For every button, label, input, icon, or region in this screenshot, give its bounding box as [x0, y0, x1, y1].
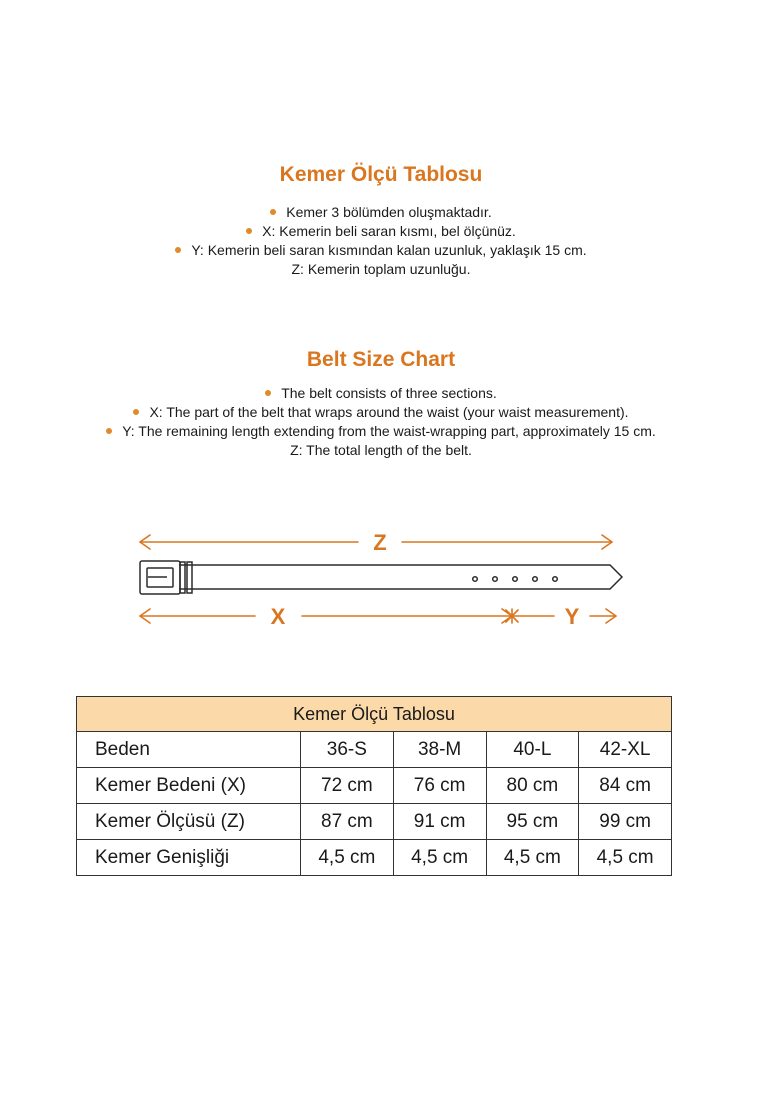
y-label: Y: [564, 604, 580, 629]
turkish-description: [0, 203, 762, 279]
bullet-icon: [175, 247, 181, 253]
table-cell: 80 cm: [486, 768, 579, 804]
table-row: [77, 732, 672, 768]
size-table: [76, 696, 672, 876]
row-label: Kemer Bedeni (X): [77, 768, 301, 804]
table-row: [77, 840, 672, 876]
english-line: The belt consists of three sections.: [0, 384, 762, 403]
table-cell: 4,5 cm: [301, 840, 394, 876]
table-cell: 38-M: [393, 732, 486, 768]
table-cell: 87 cm: [301, 804, 394, 840]
table-cell: 72 cm: [301, 768, 394, 804]
turkish-line: Kemer 3 bölümden oluşmaktadır.: [0, 203, 762, 222]
bullet-icon: [270, 209, 276, 215]
bullet-icon: [133, 409, 139, 415]
belt-diagram: [130, 522, 630, 634]
row-label: Beden: [77, 732, 301, 768]
table-cell: 95 cm: [486, 804, 579, 840]
x-label: X: [270, 604, 286, 629]
english-line: Y: The remaining length extending from the waist-wrapping part, approximately 15 cm.: [0, 422, 762, 441]
table-cell: 42-XL: [579, 732, 672, 768]
xy-arrows: [140, 609, 616, 623]
turkish-line: X: Kemerin beli saran kısmı, bel ölçünüz.: [0, 222, 762, 241]
table-cell: 4,5 cm: [486, 840, 579, 876]
table-cell: 4,5 cm: [579, 840, 672, 876]
row-label: Kemer Genişliği: [77, 840, 301, 876]
table-header-row: [77, 697, 672, 732]
table-cell: 91 cm: [393, 804, 486, 840]
bullet-icon: [106, 428, 112, 434]
table-header: Kemer Ölçü Tablosu: [77, 697, 672, 732]
z-label: Z: [373, 530, 387, 555]
table-cell: 84 cm: [579, 768, 672, 804]
turkish-title: Kemer Ölçü Tablosu: [279, 163, 483, 186]
table-row: [77, 768, 672, 804]
table-cell: 99 cm: [579, 804, 672, 840]
english-title: Belt Size Chart: [306, 348, 456, 371]
belt-icon: [140, 561, 622, 594]
bullet-icon: [265, 390, 271, 396]
table-cell: 40-L: [486, 732, 579, 768]
english-line: X: The part of the belt that wraps around the waist (your waist measurement).: [0, 403, 762, 422]
table-cell: 76 cm: [393, 768, 486, 804]
table-cell: 4,5 cm: [393, 840, 486, 876]
english-description: [0, 384, 762, 460]
turkish-line: Z: Kemerin toplam uzunluğu.: [291, 261, 471, 277]
english-line: Z: The total length of the belt.: [290, 442, 472, 458]
bullet-icon: [246, 228, 252, 234]
row-label: Kemer Ölçüsü (Z): [77, 804, 301, 840]
turkish-line: Y: Kemerin beli saran kısmından kalan uzunluk, yaklaşık 15 cm.: [0, 241, 762, 260]
table-cell: 36-S: [301, 732, 394, 768]
table-row: [77, 804, 672, 840]
